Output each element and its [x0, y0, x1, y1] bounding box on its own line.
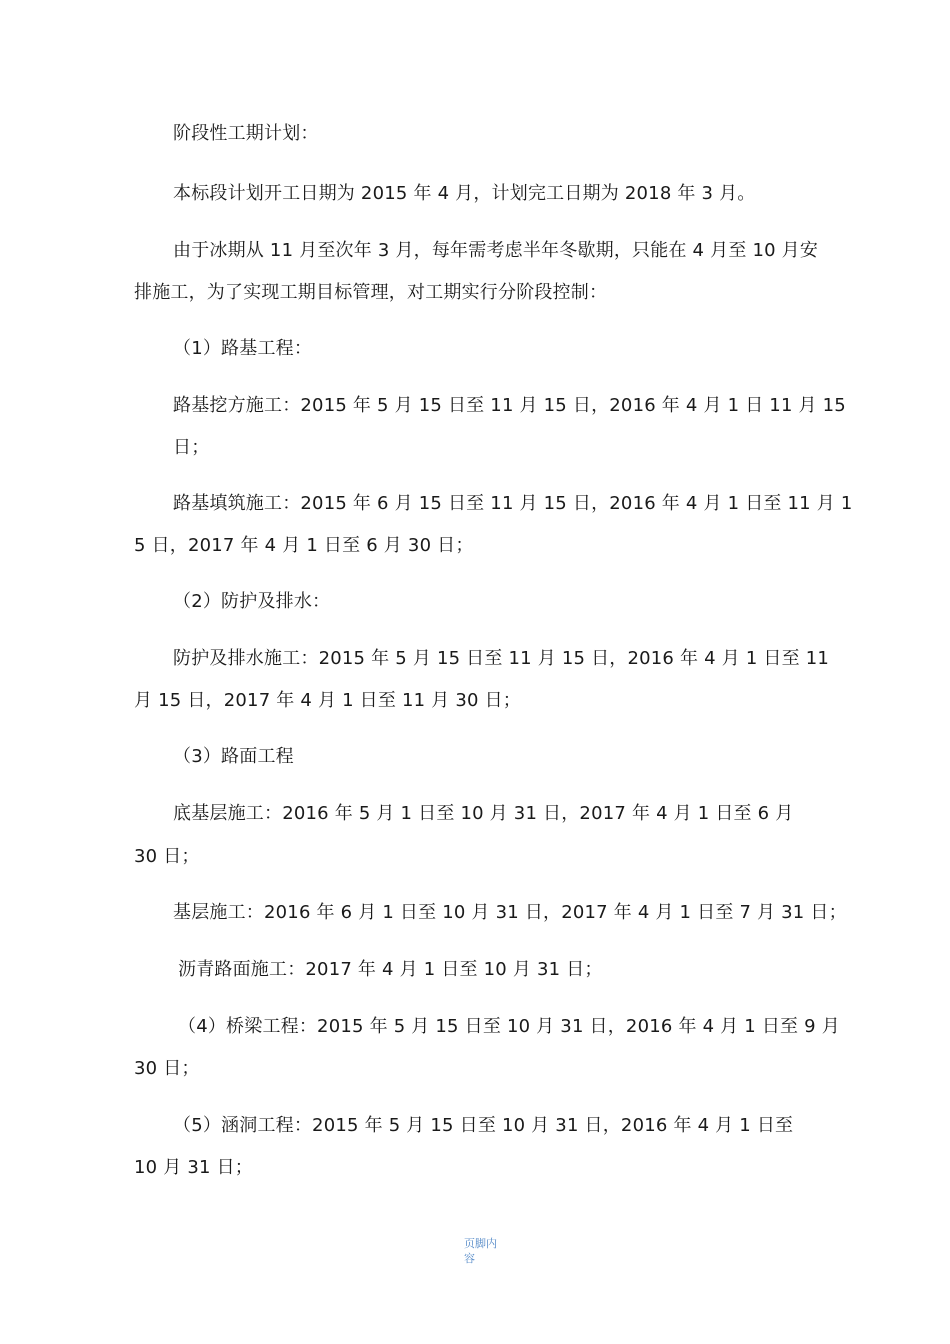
subsection-heading: （2）防护及排水： — [173, 591, 331, 612]
paragraph-line: 沥青路面施工：2017 年 4 月 1 日至 10 月 31 日； — [178, 959, 603, 980]
paragraph-line: 底基层施工：2016 年 5 月 1 日至 10 月 31 日，2017 年 4 月 1 日至 6 月 — [173, 803, 794, 824]
paragraph-line: 30 日； — [134, 846, 200, 867]
paragraph-line: 日； — [173, 437, 210, 458]
subsection-heading: （4）桥梁工程：2015 年 5 月 15 日至 10 月 31 日，2016 年 4 月 1 日至 9 月 — [178, 1016, 840, 1037]
paragraph-line: 10 月 31 日； — [134, 1157, 253, 1178]
page-footer: 页脚内容 — [464, 1237, 497, 1265]
paragraph-line: 防护及排水施工：2015 年 5 月 15 日至 11 月 15 日，2016 年 4 月 1 日至 11 — [173, 648, 830, 669]
paragraph-line: 月 15 日，2017 年 4 月 1 日至 11 月 30 日； — [134, 690, 521, 711]
paragraph-line: 5 日，2017 年 4 月 1 日至 6 月 30 日； — [134, 535, 474, 556]
paragraph-line: 30 日； — [134, 1058, 200, 1079]
section-heading: 阶段性工期计划： — [173, 123, 319, 144]
subsection-heading: （3）路面工程 — [173, 746, 294, 767]
subsection-heading: （5）涵洞工程：2015 年 5 月 15 日至 10 月 31 日，2016 年 4 月 1 日至 — [173, 1115, 794, 1136]
paragraph-line: 路基填筑施工：2015 年 6 月 15 日至 11 月 15 日，2016 年 4 月 1 日至 11 月 1 — [173, 493, 853, 514]
paragraph-line: 由于冰期从 11 月至次年 3 月，每年需考虑半年冬歇期，只能在 4 月至 10 月安 — [173, 240, 819, 261]
subsection-heading: （1）路基工程： — [173, 338, 313, 359]
paragraph-line: 排施工，为了实现工期目标管理，对工期实行分阶段控制： — [134, 282, 608, 303]
paragraph-line: 本标段计划开工日期为 2015 年 4 月，计划完工日期为 2018 年 3 月。 — [173, 183, 756, 204]
paragraph-line: 路基挖方施工：2015 年 5 月 15 日至 11 月 15 日，2016 年 4 月 1 日 11 月 15 — [173, 395, 846, 416]
paragraph-line: 基层施工：2016 年 6 月 1 日至 10 月 31 日，2017 年 4 月 1 日至 7 月 31 日； — [173, 902, 847, 923]
